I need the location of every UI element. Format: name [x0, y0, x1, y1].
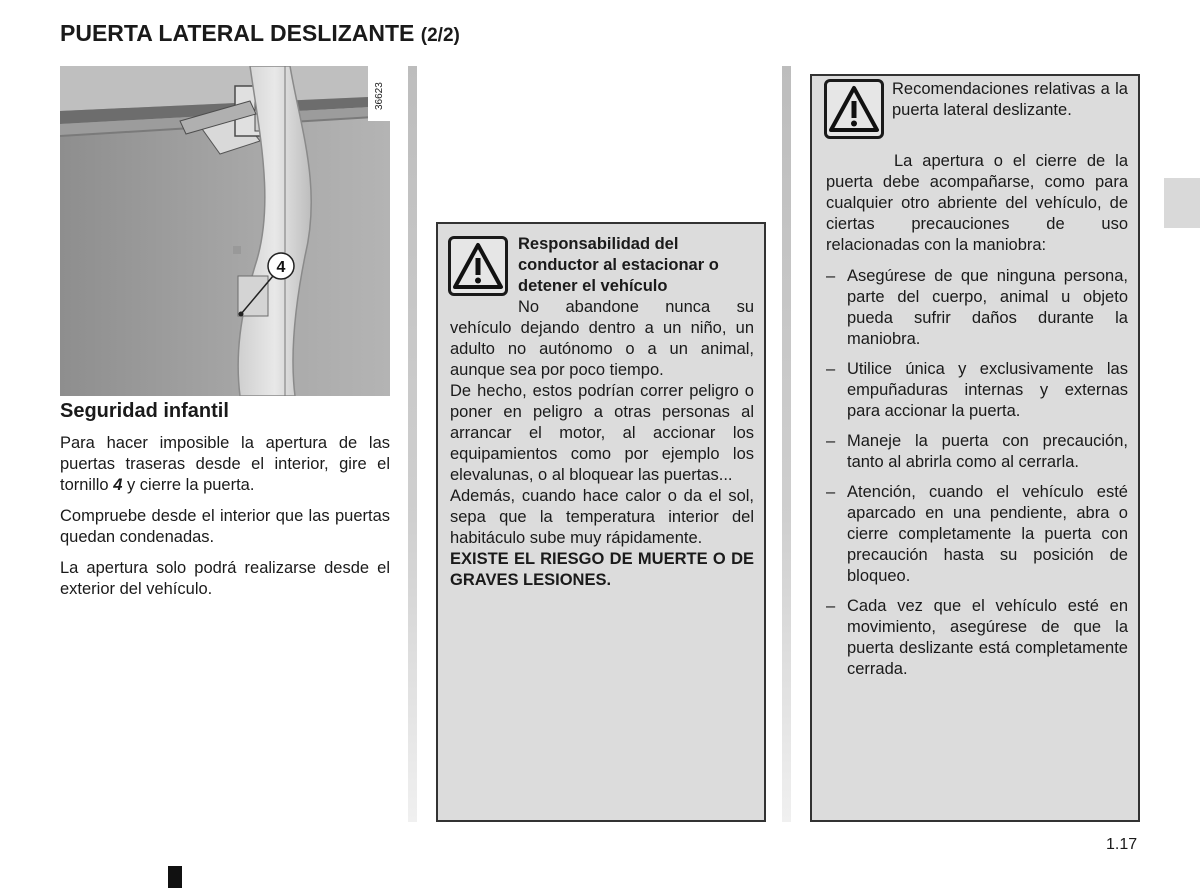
warning-paragraph: De hecho, estos podrían correr peligro o poner en peligro a otras personas al arrancar el motor, al accionar los equipamientos como por ejemplo los elevalunas, o al bloquear las puertas...	[450, 382, 754, 484]
warning-paragraph: Además, cuando hace calor o da el sol, sepa que la temperatura interior del habitáculo sube muy rápidamente.	[450, 487, 754, 547]
page-title-main: PUERTA LATERAL DESLIZANTE	[60, 20, 415, 46]
list-item-text: Utilice única y exclusivamente las empuñaduras internas y externas para accionar la puerta.	[847, 360, 1128, 420]
warning-triangle-icon	[448, 236, 508, 296]
list-item	[826, 431, 1128, 473]
list-dash: –	[826, 432, 836, 450]
warning-body	[826, 151, 1128, 689]
callout-number: 4	[276, 259, 286, 276]
child-safety-instructions	[60, 433, 390, 496]
child-safety-section	[60, 400, 390, 610]
warning-body	[450, 297, 754, 591]
warning-box-parking	[436, 222, 766, 822]
warning-heading: Responsabilidad del conductor al estacionar o detener el vehículo	[518, 235, 719, 295]
column-divider	[408, 66, 417, 822]
page-number: 1.17	[1106, 836, 1138, 853]
list-dash: –	[826, 483, 836, 501]
list-item-text: Maneje la puerta con precaución, tanto al abrirla como al cerrarla.	[847, 432, 1128, 471]
list-dash: –	[826, 360, 836, 378]
precautions-list	[826, 266, 1128, 680]
column-divider	[782, 66, 791, 822]
print-mark	[168, 866, 182, 888]
warning-triangle-icon	[824, 79, 884, 139]
warning-heading: Recomendaciones relativas a la puerta lateral deslizante.	[892, 80, 1128, 119]
screw-reference: 4	[113, 476, 123, 494]
warning-danger-text: EXISTE EL RIESGO DE MUERTE O DE GRAVES LESIONES.	[450, 550, 754, 589]
exterior-opening-text: La apertura solo podrá realizarse desde el exterior del vehículo.	[60, 559, 390, 598]
list-dash: –	[826, 267, 836, 285]
chapter-tab	[1164, 178, 1200, 228]
list-dash: –	[826, 597, 836, 615]
warning-paragraph: No abandone nunca su vehículo dejando dentro a un niño, un adulto no autónomo o a un animal, aunque sea por poco tiempo.	[450, 298, 754, 379]
instruction-text: Para hacer imposible la apertura de las puertas traseras desde el interior, gire el tornillo	[60, 434, 390, 494]
list-item-text: Atención, cuando el vehículo esté aparcado en una pendiente, abra o cierre completamente la puerta con precaución hasta su posición de bloqueo.	[847, 483, 1128, 585]
section-heading: Seguridad infantil	[60, 400, 229, 422]
door-hinge-illustration	[60, 66, 390, 396]
page-title-part: (2/2)	[420, 25, 460, 46]
list-item	[826, 482, 1128, 587]
figure-code: 36623	[374, 82, 385, 110]
list-item-text: Asegúrese de que ninguna persona, parte del cuerpo, animal u objeto pueda sufrir daños durante la maniobra.	[847, 267, 1128, 348]
warning-box-sliding-door	[810, 74, 1140, 822]
warning-intro: La apertura o el cierre de la puerta debe acompañarse, como para cualquier otro abriente del vehículo, de ciertas precauciones de uso relacionadas con la maniobra:	[826, 152, 1128, 254]
check-locked-text: Compruebe desde el interior que las puertas quedan condenadas.	[60, 507, 390, 546]
page-title	[60, 20, 460, 47]
list-item-text: Cada vez que el vehículo esté en movimiento, asegúrese de que la puerta deslizante está completamente cerrada.	[847, 597, 1128, 678]
list-item	[826, 596, 1128, 680]
list-item	[826, 359, 1128, 422]
list-item	[826, 266, 1128, 350]
instruction-text-end: y cierre la puerta.	[122, 476, 255, 494]
